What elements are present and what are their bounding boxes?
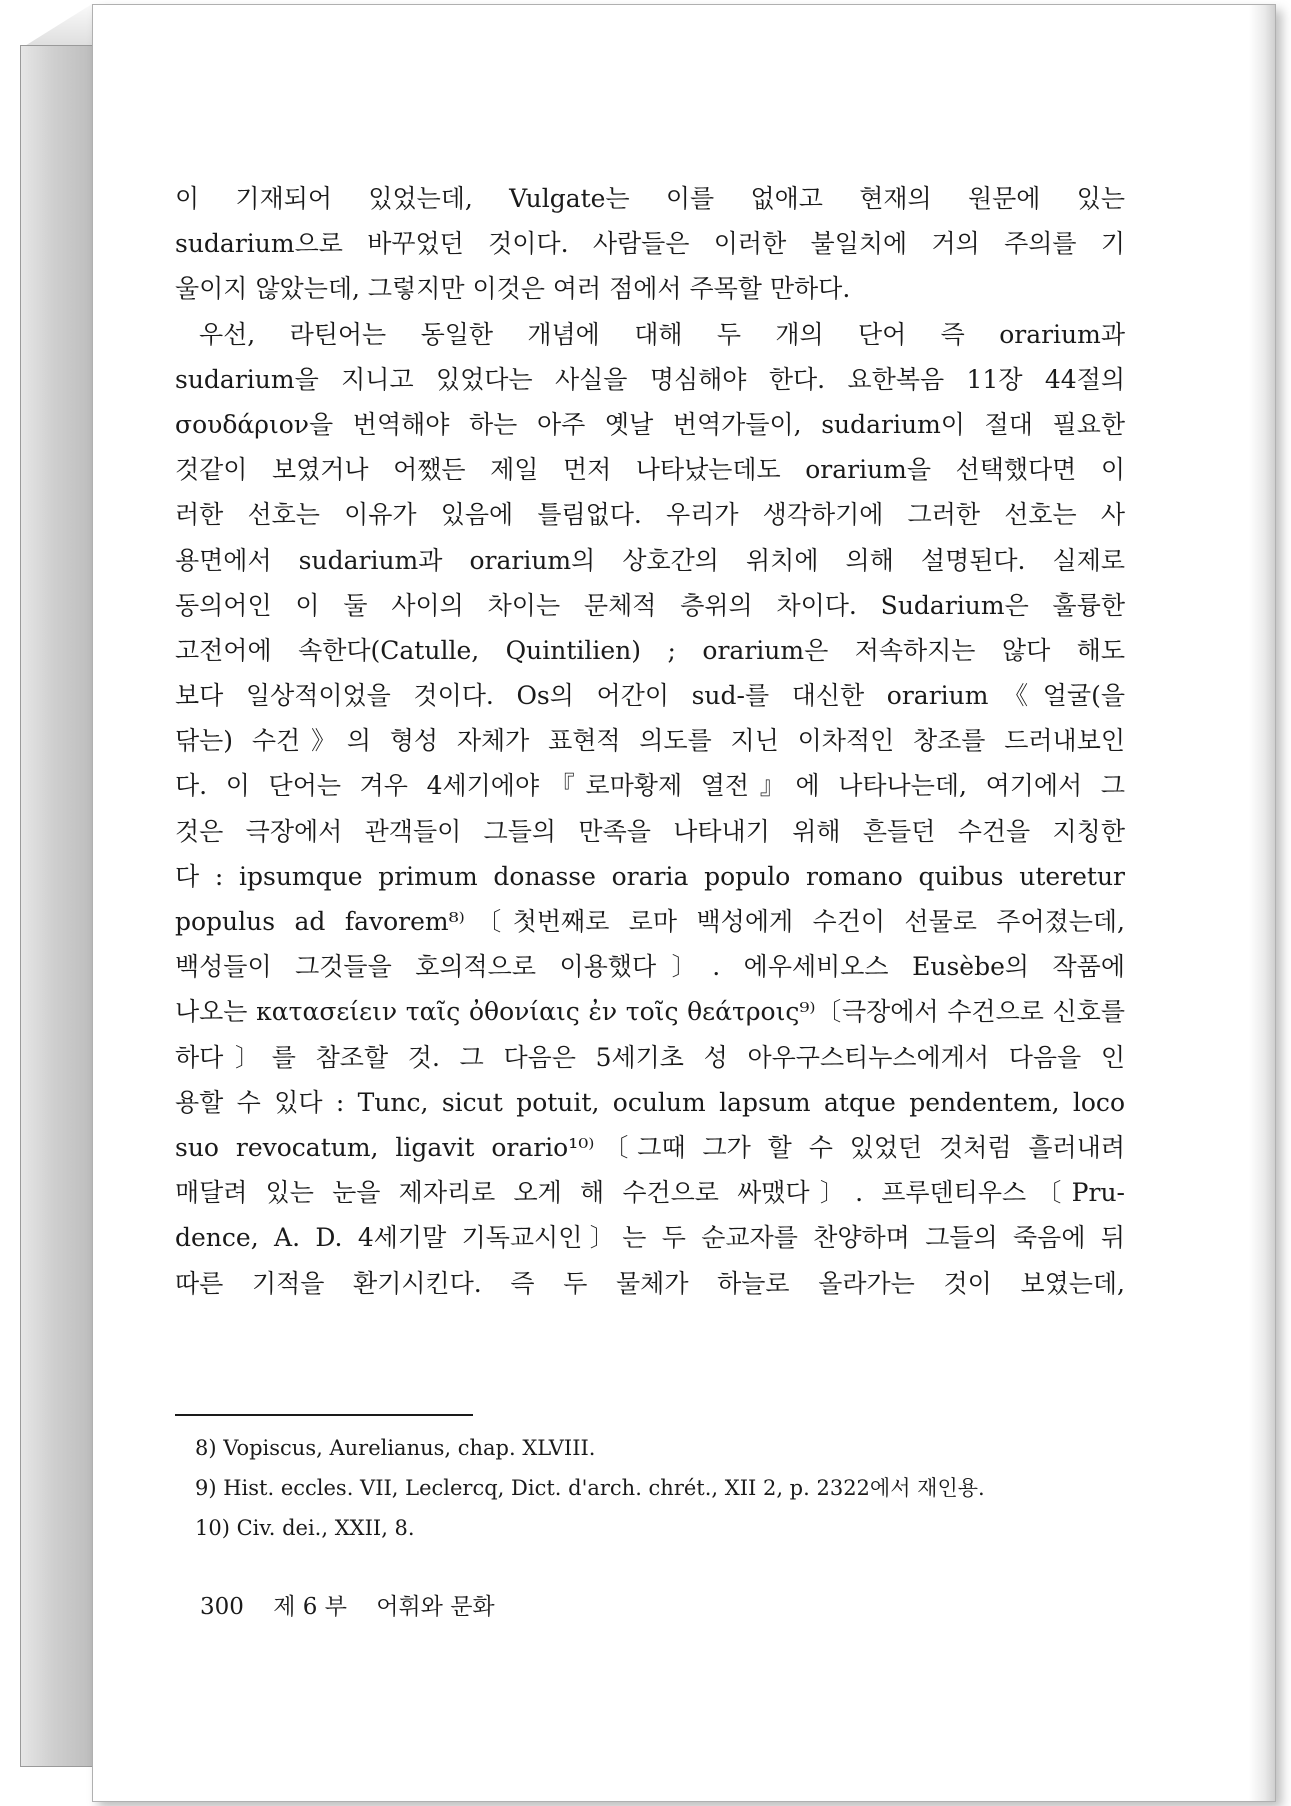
footnote: 10) Civ. dei., XXII, 8.: [195, 1516, 415, 1540]
body-line: 보다 일상적이었을 것이다. Os의 어간이 sud-를 대신한 orarium《얼굴(을: [175, 681, 1125, 711]
body-line: 러한 선호는 이유가 있음에 틀림없다. 우리가 생각하기에 그러한 선호는 사: [175, 500, 1125, 530]
body-line: 따른 기적을 환기시킨다. 즉 두 물체가 하늘로 올라가는 것이 보였는데,: [175, 1268, 1125, 1298]
part-label: 제 6 부: [273, 1594, 347, 1620]
body-line: 다 : ipsumque primum donasse oraria populo romano quibus uteretur: [175, 861, 1125, 891]
body-line: 울이지 않았는데, 그렇지만 이것은 여러 점에서 주목할 만하다.: [175, 274, 851, 304]
body-line: 것같이 보였거나 어쨌든 제일 먼저 나타났는데도 orarium을 선택했다면 이: [175, 455, 1125, 485]
footnote: 9) Hist. eccles. VII, Leclercq, Dict. d'arch. chrét., XII 2, p. 2322에서 재인용.: [195, 1476, 985, 1500]
body-line: 우선, 라틴어는 동일한 개념에 대해 두 개의 단어 즉 orarium과: [199, 319, 1125, 349]
page-number: 300: [200, 1594, 244, 1620]
body-line: 백성들이 그것들을 호의적으로 이용했다〕. 에우세비오스 Eusèbe의 작품에: [175, 952, 1125, 982]
body-line: 나오는 κατασείειν ταῖς ὀθονίαις ἐν τοῖς θεάτροις⁹⁾〔극장에서 수건으로 신호를: [175, 997, 1125, 1027]
page-edge: [1249, 5, 1275, 1801]
body-line: sudarium을 지니고 있었다는 사실을 명심해야 한다. 요한복음 11장 44절의: [175, 364, 1125, 394]
body-line: 다. 이 단어는 겨우 4세기에야『로마황제 열전』에 나타나는데, 여기에서 그: [175, 771, 1125, 801]
body-line: 닦는) 수건》의 형성 자체가 표현적 의도를 지닌 이차적인 창조를 드러내보인: [175, 726, 1125, 756]
body-line: σουδάριον을 번역해야 하는 아주 옛날 번역가들이, sudarium이 절대 필요한: [175, 409, 1125, 439]
page-footer: [200, 1588, 495, 1621]
body-line: 용면에서 sudarium과 orarium의 상호간의 위치에 의해 설명된다. 실제로: [175, 545, 1125, 575]
body-line: 것은 극장에서 관객들이 그들의 만족을 나타내기 위해 흔들던 수건을 지칭한: [175, 816, 1125, 846]
chapter-title: 어휘와 문화: [376, 1594, 495, 1620]
footnote-divider: [175, 1414, 473, 1416]
body-line: sudarium으로 바꾸었던 것이다. 사람들은 이러한 불일치에 거의 주의를 기: [175, 229, 1125, 259]
body-text: [175, 176, 1125, 1306]
book-spine: [20, 45, 94, 1767]
footnote: 8) Vopiscus, Aurelianus, chap. XLVIII.: [195, 1436, 596, 1460]
body-line: populus ad favorem⁸⁾〔첫번째로 로마 백성에게 수건이 선물로 주어졌는데,: [175, 907, 1125, 936]
body-line: 동의어인 이 둘 사이의 차이는 문체적 층위의 차이다. Sudarium은 훌륭한: [175, 590, 1125, 620]
body-line: 매달려 있는 눈을 제자리로 오게 해 수건으로 싸맸다〕. 프루덴티우스〔Pru-: [175, 1178, 1125, 1208]
footnotes: [195, 1428, 1095, 1548]
body-line: 용할 수 있다 : Tunc, sicut potuit, oculum lapsum atque pendentem, loco: [175, 1087, 1125, 1117]
body-line: 고전어에 속한다(Catulle, Quintilien) ; orarium은 저속하지는 않다 해도: [175, 635, 1125, 665]
body-line: 하다〕를 참조할 것. 그 다음은 5세기초 성 아우구스티누스에게서 다음을 인: [175, 1042, 1125, 1072]
body-line: 이 기재되어 있었는데, Vulgate는 이를 없애고 현재의 원문에 있는: [175, 184, 1125, 213]
body-line: dence, A. D. 4세기말 기독교시인〕는 두 순교자를 찬양하며 그들의 죽음에 뒤: [175, 1223, 1125, 1253]
body-line: suo revocatum, ligavit orario¹⁰⁾〔그때 그가 할 수 있었던 것처럼 흘러내려: [175, 1132, 1125, 1162]
